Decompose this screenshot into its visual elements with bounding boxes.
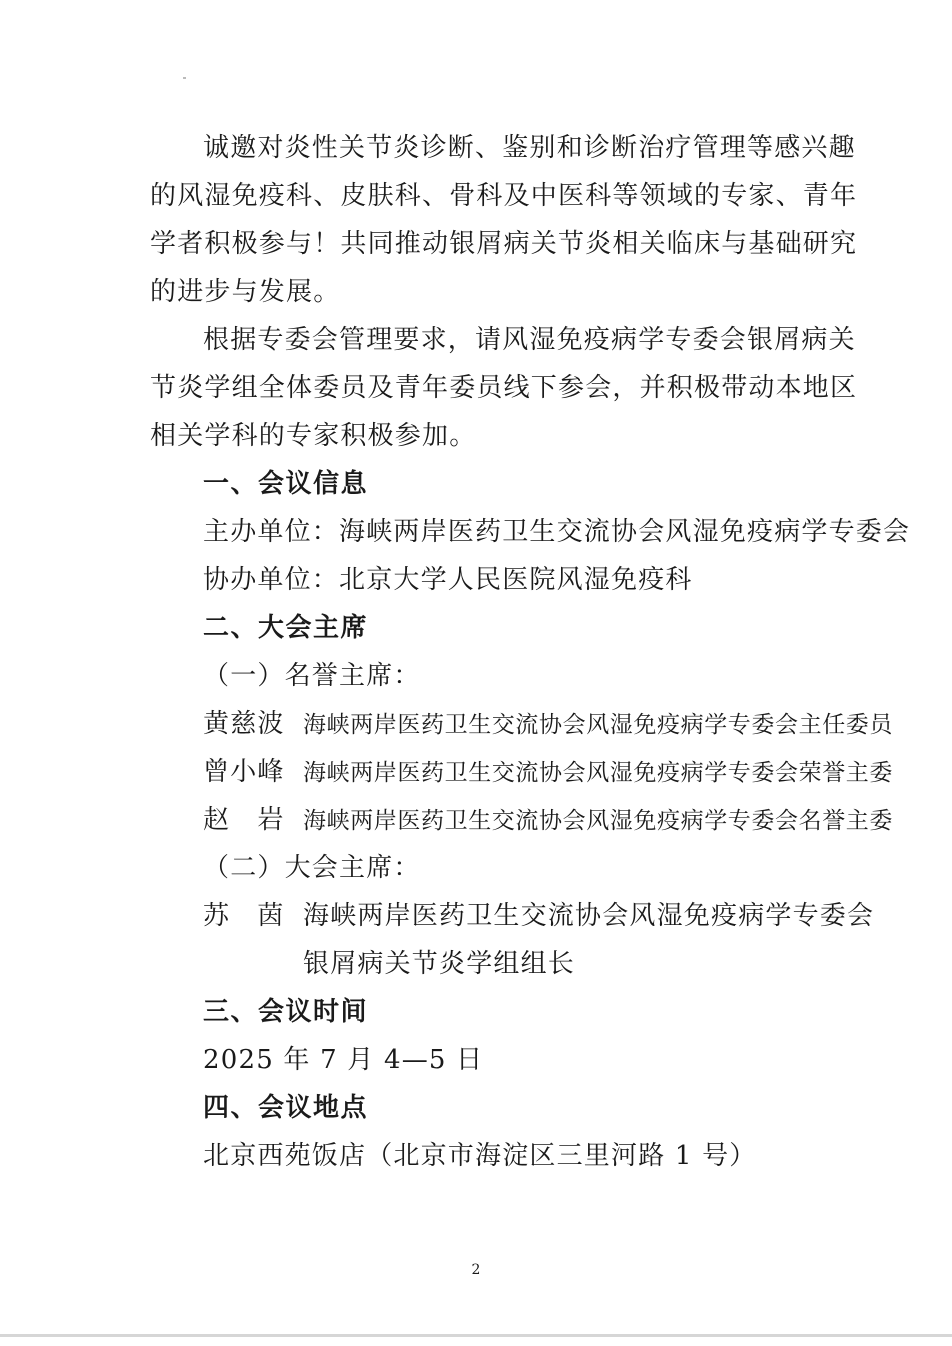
section-3-heading: 三、会议时间 bbox=[203, 997, 369, 1027]
person-name: 苏 茵 bbox=[203, 901, 285, 931]
meeting-venue: 北京西苑饭店（北京市海淀区三里河路 1 号） bbox=[203, 1141, 757, 1171]
person-name: 黄慈波 bbox=[203, 709, 285, 739]
meeting-date: 2025 年 7 月 4—5 日 bbox=[203, 1045, 484, 1075]
page-bottom-edge bbox=[0, 1334, 952, 1337]
conference-chair-title-continued: 银屑病关节炎学组组长 bbox=[303, 949, 576, 979]
honorary-chair-subheading: （一）名誉主席： bbox=[203, 661, 421, 691]
section-4-heading: 四、会议地点 bbox=[203, 1093, 369, 1123]
section-1-heading: 一、会议信息 bbox=[203, 469, 369, 499]
page-number: 2 bbox=[471, 1262, 481, 1278]
person-title: 海峡两岸医药卫生交流协会风湿免疫病学专委会名誉主委 bbox=[303, 808, 893, 834]
paragraph-1-line-3: 学者积极参与！共同推动银屑病关节炎相关临床与基础研究 bbox=[150, 229, 858, 259]
paragraph-2-line-2: 节炎学组全体委员及青年委员线下参会，并积极带动本地区 bbox=[150, 373, 858, 403]
honorary-chair-row bbox=[203, 803, 893, 838]
scan-speck bbox=[183, 77, 186, 79]
co-host-unit: 协办单位：北京大学人民医院风湿免疫科 bbox=[203, 565, 693, 595]
paragraph-1-line-4: 的进步与发展。 bbox=[150, 277, 341, 307]
person-title: 海峡两岸医药卫生交流协会风湿免疫病学专委会 bbox=[303, 901, 875, 931]
conference-chair-subheading: （二）大会主席： bbox=[203, 853, 421, 883]
paragraph-2-line-1: 根据专委会管理要求，请风湿免疫病学专委会银屑病关 bbox=[203, 325, 856, 355]
honorary-chair-row bbox=[203, 707, 893, 742]
person-title: 海峡两岸医药卫生交流协会风湿免疫病学专委会荣誉主委 bbox=[303, 760, 893, 786]
section-2-heading: 二、大会主席 bbox=[203, 613, 369, 643]
host-unit: 主办单位：海峡两岸医药卫生交流协会风湿免疫病学专委会 bbox=[203, 517, 911, 547]
paragraph-1-line-1: 诚邀对炎性关节炎诊断、鉴别和诊断治疗管理等感兴趣 bbox=[203, 133, 856, 163]
person-name: 赵 岩 bbox=[203, 805, 285, 835]
paragraph-2-line-3: 相关学科的专家积极参加。 bbox=[150, 421, 477, 451]
conference-chair-row bbox=[203, 899, 874, 933]
honorary-chair-row bbox=[203, 755, 893, 790]
person-title: 海峡两岸医药卫生交流协会风湿免疫病学专委会主任委员 bbox=[303, 712, 893, 738]
person-name: 曾小峰 bbox=[203, 757, 285, 787]
paragraph-1-line-2: 的风湿免疫科、皮肤科、骨科及中医科等领域的专家、青年 bbox=[150, 181, 858, 211]
